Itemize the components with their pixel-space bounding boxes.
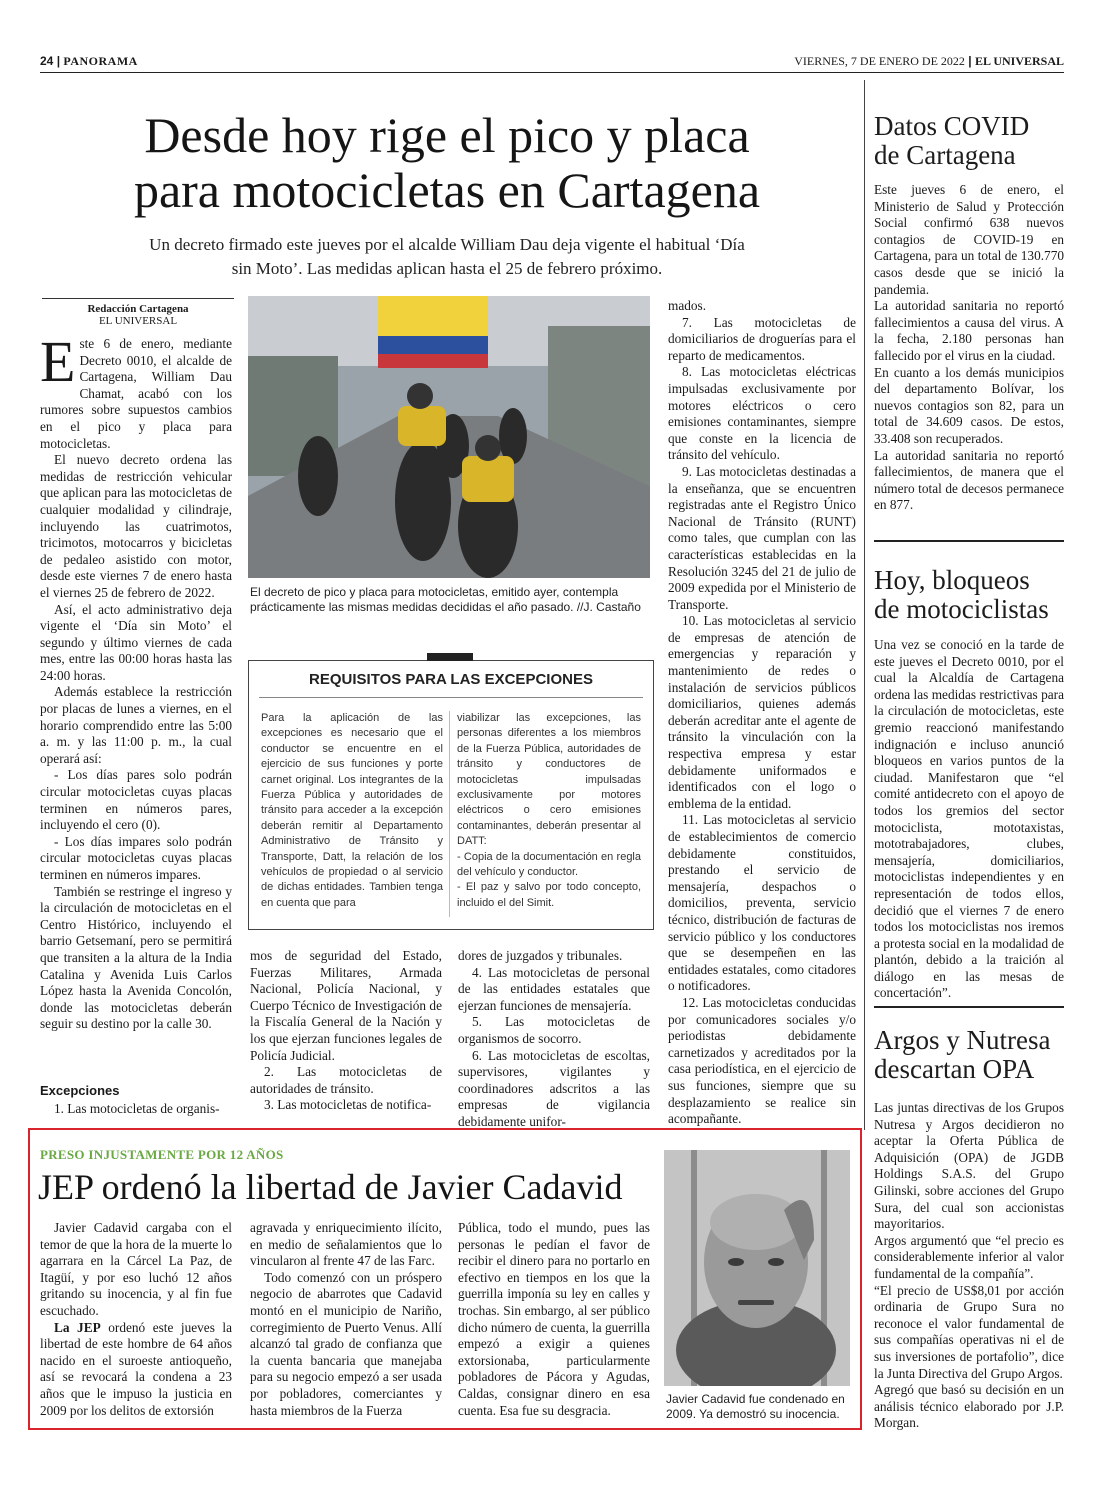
paragraph: Así, el acto administrativo deja vigente el ‘Día sin Moto’ el segundo y último viernes de cada mes, entre las 00:00 horas hasta las 24:00 horas. <box>40 601 232 683</box>
covid-heading <box>874 112 1064 170</box>
covid-text <box>874 182 1064 514</box>
box-top-notch <box>427 653 473 661</box>
header-rule <box>40 72 1064 73</box>
paragraph: 2. Las motocicletas de autoridades de tránsito. <box>250 1064 442 1096</box>
jep-column-2 <box>250 1220 442 1419</box>
byline-paper: EL UNIVERSAL <box>98 315 178 327</box>
paragraph: 10. Las motocicletas al servicio de empresas de atención de emergencias y reparación y mantenimiento de redes o instalación de servicios públicos domiciliarios, quienes además deberán acreditar ante el agente de tránsito la vinculación con la respectiva empresa y estar debidamente uniformados e identificados con el logo o emblema de la entidad. <box>668 613 856 811</box>
paragraph: ordenó este jueves la libertad de este hombre de 64 años nacido en el suroeste antioqueño, así se revocará la condena a 23 años que le impuso la justicia en 2009 por los delitos de extorsión <box>40 1319 232 1418</box>
paragraph: Todo comenzó con un próspero negocio de abarrotes que Cadavid montó en el municipio de Nariño, corregimiento de Puerto Venus. Allí alcanzó tal grado de confianza que la cuenta bancaria que manejaba para su negocio empezó a ser usada por pobladores, comerciantes y hasta miembros de la Fuerza <box>250 1269 442 1418</box>
byline-author: Redacción Cartagena <box>87 303 189 315</box>
bloqueos-heading <box>874 566 1064 624</box>
portrait-caption: Javier Cadavid fue condenado en 2009. Ya demostró su inocencia. <box>666 1392 845 1421</box>
headline-line-1: Desde hoy rige el pico y placa <box>144 107 750 163</box>
paragraph: “El precio de US$8,01 por acción ordinaria de Grupo Sura no reconoce el valor fundamental de sus compañías operativas ni el de sus inversiones de portafolio”, dice la Junta Directiva del Grupo Argos. <box>874 1282 1064 1381</box>
paragraph: Las juntas directivas de los Grupos Nutresa y Argos decidieron no aceptar la Oferta Pública de Adquisición (OPA) de JGDB Holdings S.A.S. del Grupo Gilinski, sobre acciones del Grupo Sura, del cual son accionistas mayoritarios. <box>874 1100 1064 1232</box>
paragraph: Agregó que basó su decisión en un análisis técnico elaborado por J.P. Morgan. <box>874 1382 1064 1431</box>
paragraph: La autoridad sanitaria no reportó fallecimientos, de manera que el número total de decesos permanece en 877. <box>874 447 1064 513</box>
paragraph: - Los días impares solo podrán circular motocicletas cuyas placas terminen en números impares. <box>40 833 232 882</box>
bloqueos-heading-line-1: Hoy, bloqueos <box>874 565 1030 595</box>
requirements-title: REQUISITOS PARA LAS EXCEPCIONES <box>309 671 593 688</box>
jep-column-1 <box>40 1220 232 1419</box>
deck-line-2: sin Moto’. Las medidas aplican hasta el 25 de febrero próximo. <box>231 259 663 278</box>
covid-heading-line-2: de Cartagena <box>874 140 1016 170</box>
paragraph: La autoridad sanitaria no reportó fallecimientos a causa del virus. A la fecha, 2.180 personas han fallecido por el virus en la ciudad. <box>874 298 1064 363</box>
requirements-item: - El paz y salvo por todo concepto, incluido el del Simit. <box>457 881 641 909</box>
lead-paragraph: ste 6 de enero, mediante Decreto 0010, el alcalde de Cartagena, William Dau Chamat, acabó con los rumores sobre supuestos cambios en el pico y placa para motocicletas. <box>40 336 232 451</box>
argos-text <box>874 1100 1064 1432</box>
paragraph: mados. <box>668 298 707 313</box>
paragraph: 9. Las motocicletas destinadas a la enseñanza, que se encuentren registradas ante el Registro Único Nacional de Tránsito (RUNT) como tales, que cumplan con las características establecidas en la Resolución 3245 del 21 de julio de 2009 expedida por el Ministerio de Transporte. <box>668 463 856 612</box>
subhead-excepciones: Excepciones <box>40 1083 120 1098</box>
paragraph: Además establece la restricción por placas de lunes a viernes, en el horario comprendido entre las 5:00 a. m. y las 11:00 p. m., la cual operará así: <box>40 684 232 766</box>
paper-name: EL UNIVERSAL <box>974 54 1064 68</box>
sidebar-divider <box>864 80 865 1130</box>
requirements-col-1 <box>261 711 443 911</box>
byline <box>42 298 234 327</box>
paragraph: 7. Las motocicletas de domiciliarios de droguerías para el reparto de medicamentos. <box>668 314 856 363</box>
headline-line-2: para motocicletas en Cartagena <box>133 162 761 218</box>
paragraph: 5. Las motocicletas de organismos de socorro. <box>458 1014 650 1046</box>
requirements-box <box>248 660 654 930</box>
jep-column-3 <box>458 1220 650 1419</box>
man-portrait-photo-icon <box>664 1150 850 1386</box>
page-header: 24 | PANORAMA VIERNES, 7 DE ENERO DE 2022 | EL UNIVERSAL <box>40 54 1064 68</box>
requirements-text: viabilizar las excepciones, las personas diferentes a los miembros de la Fuerza Pública, autoridades de tránsito y conductores de motocicletas impulsadas exclusivamente por motores eléctricos o cero emisiones contaminantes, deberán presentar al DATT: <box>457 712 641 848</box>
jep-kicker: PRESO INJUSTAMENTE POR 12 AÑOS <box>40 1147 284 1162</box>
issue-date: VIERNES, 7 DE ENERO DE 2022 <box>794 54 965 68</box>
main-column-4 <box>668 298 856 1128</box>
paragraph: 4. Las motocicletas de personal de las entidades estatales que ejerzan funciones de mensajería. <box>458 964 650 1013</box>
paragraph: 12. Las motocicletas conducidas por comunicadores sociales y/o periodistas debidamente carnetizados y acreditados por la casa periodística, en el ejercicio de sus funciones, siempre que su desplazamiento se realice sin acompañante. <box>668 994 856 1127</box>
photo-caption: El decreto de pico y placa para motocicletas, emitido ayer, contempla prácticamente las mismas medidas decididas el año pasado. //J. Castaño <box>250 585 641 614</box>
motorcycles-street-photo-icon <box>248 296 650 578</box>
paragraph: Pública, todo el mundo, pues las personas le pedían el favor de recibir el dinero para no portarlo en efectivo en tiempos en los que la guerrilla imponía su ley en calles y trochas. Sin embargo, al ser público dicho número de cuenta, la guerrilla empezó a exigir a quienes extorsionaba, particularmente pobladores de Pácora y Agudas, Caldas, consignar dinero en esa cuenta. Esa fue su desgracia. <box>458 1220 650 1418</box>
paragraph: Javier Cadavid cargaba con el temor de que la hora de la muerte lo agarrara en la Cárcel La Paz, de Itagüí, y por eso luchó 12 años gritando su inocencia, y al fin fue escuchado. <box>40 1220 232 1318</box>
requirements-rule <box>259 697 643 698</box>
main-column-1 <box>40 329 232 1033</box>
paragraph: dores de juzgados y tribunales. <box>458 948 623 963</box>
sidebar-rule <box>874 540 1064 542</box>
paragraph: 1. Las motocicletas de organis- <box>54 1101 220 1116</box>
javier-cadavid-photo <box>664 1150 850 1386</box>
paragraph: También se restringe el ingreso y la circulación de motocicletas en el Centro Histórico, incluyendo el barrio Getsemaní, pero se permitirá que transiten a la altura de la India Catalina y Avenida Luis Carlos López hasta la Avenida Concolón, donde las motocicletas deberán seguir su destino por la calle 30. <box>40 883 232 1032</box>
bloqueos-text <box>874 637 1064 1002</box>
drop-cap: E <box>40 329 76 394</box>
main-headline <box>42 108 852 218</box>
main-column-2 <box>250 948 442 1114</box>
paragraph: 11. Las motocicletas al servicio de establecimientos de comercio debidamente constituidos, prestando el servicio de mensajería, despachos o domicilios, preventa, servicio técnico, distribución de facturas de servicio público y los conductores que se desempeñen en las entidades estatales, como citadores o notificadores. <box>668 812 856 994</box>
paragraph: mos de seguridad del Estado, Fuerzas Militares, Armada Nacional, Policía Nacional, y Cuerpo Técnico de Investigación de la Fiscalía General de la Nación y los que ejerzan funciones legales de Policía Judicial. <box>250 948 442 1063</box>
page-number: 24 <box>40 54 54 68</box>
argos-heading-line-1: Argos y Nutresa <box>874 1025 1051 1055</box>
paragraph: - Los días pares solo podrán circular motocicletas cuyas placas terminen en números pares, incluyendo el cero (0). <box>40 767 232 833</box>
covid-heading-line-1: Datos COVID <box>874 111 1030 141</box>
paragraph: El nuevo decreto ordena las medidas de restricción vehicular que aplican para las motocicletas de cualquier modalidad y cilindraje, incluyendo las cuatrimotos, tricimotos, motocarros y bicicletas de pedaleo asistido con motor, desde este viernes 7 de enero hasta el viernes 25 de febrero de 2022. <box>40 452 232 600</box>
requirements-col-2 <box>457 711 641 911</box>
paragraph: En cuanto a los demás municipios del departamento Bolívar, los nuevos contagios son 82, para un total de 34.609 casos. De estos, 33.408 son recuperados. <box>874 364 1064 446</box>
paragraph: Una vez se conoció en la tarde de este jueves el Decreto 0010, por el cual la Alcaldía de Cartagena ordena las medidas restrictivas para la circulación de motocicletas, este gremio reaccionó manifestando indignación e incluso anunció bloqueos en varios puntos de la ciudad. Manifestaron que “el comité antidecreto con el apoyo de todos los gremios del sector motociclista, mototaxistas, mototrabajadores, clubes, mensajería, domiciliarios, motociclistas independientes y en representación de todos ellos, decidió que el viernes 7 de enero todos los motociclistas nos iremos a protesta social en la modalidad de plantón, debido a la traición al diálogo en las mesas de concertación”. <box>874 637 1064 1001</box>
bloqueos-heading-line-2: de motociclistas <box>874 594 1049 624</box>
motorcycles-photo <box>248 296 650 578</box>
paragraph: agravada y enriquecimiento ilícito, en medio de señalamientos que lo vincularon al frente 47 de las Farc. <box>250 1220 442 1269</box>
argos-heading-line-2: descartan OPA <box>874 1054 1035 1084</box>
deck-line-1: Un decreto firmado este jueves por el alcalde William Dau deja vigente el habitual ‘Día <box>149 235 745 254</box>
jep-headline: JEP ordenó la libertad de Javier Cadavid <box>38 1167 623 1207</box>
requirements-item: - Copia de la documentación en regla del vehículo y conductor. <box>457 850 641 879</box>
paragraph: 3. Las motocicletas de notifica- <box>264 1097 432 1113</box>
requirements-divider <box>449 711 450 917</box>
paragraph: Argos argumentó que “el precio es considerablemente inferior al valor fundamental de la compañía”. <box>874 1232 1064 1281</box>
paragraph: 6. Las motocicletas de escoltas, supervisores, vigilantes y coordinadores adscritos a las empresas de vigilancia debidamente unifor- <box>458 1047 650 1129</box>
main-column-1-end <box>40 1101 232 1118</box>
section-name: PANORAMA <box>63 54 138 68</box>
main-deck <box>42 233 852 281</box>
paragraph: 8. Las motocicletas eléctricas impulsadas exclusivamente por motores eléctricos o cero emisiones contaminantes, siempre que conste en la licencia de tránsito del vehículo. <box>668 364 856 463</box>
sidebar-rule <box>874 1006 1064 1008</box>
paragraph-lead: La JEP <box>54 1319 101 1335</box>
paragraph: Este jueves 6 de enero, el Ministerio de Salud y Protección Social confirmó 638 nuevos contagios de COVID-19 en Cartagena, para un total de 130.770 casos desde que se inició la pandemia. <box>874 182 1064 297</box>
argos-heading <box>874 1026 1064 1084</box>
main-column-3 <box>458 948 650 1131</box>
requirements-text: Para la aplicación de las excepciones es necesario que el conductor se encuentre en el ejercicio de sus funciones y porte carnet original. Los integrantes de la Fuerza Pública y autoridades de tránsito para acceder a la excepción deberán remitir al Departamento Administrativo de Tránsito y Transporte, Datt, la relación de los vehículos de propiedad o al servicio de dichas entidades. Tambien tenga en cuenta que para <box>261 712 443 909</box>
